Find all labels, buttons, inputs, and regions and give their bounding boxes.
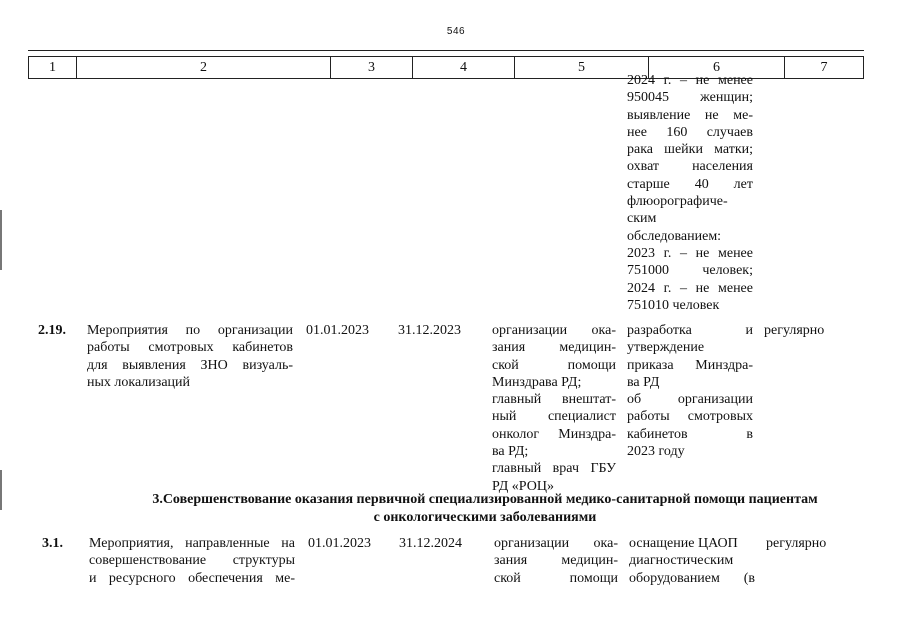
cont-line: 751010 человек [627, 297, 720, 313]
header-col-3: 3 [330, 57, 412, 78]
cont-line: 751000 человек; [627, 263, 753, 279]
result-line: оснащение ЦАОП [629, 536, 738, 551]
row-2-19-title [87, 322, 293, 391]
executor-line: ской помощи [492, 357, 616, 373]
executor-line: онколог Минздра- [492, 426, 616, 442]
executor-line: ва РД; [492, 444, 529, 460]
result-line: ва РД [627, 374, 660, 390]
result-line: утверждение [627, 340, 705, 356]
result-line: диагностическим [629, 553, 734, 569]
section-3-title [60, 491, 910, 526]
row-3-1-number: 3.1. [42, 536, 63, 551]
header-col-4: 4 [412, 57, 514, 78]
executor-line: главный внештат- [492, 392, 616, 408]
header-col-5: 5 [514, 57, 648, 78]
header-col-7: 7 [784, 57, 864, 78]
cont-line: флюорографиче- [627, 194, 728, 210]
cont-line: 2023 г. – не менее [627, 245, 753, 261]
cont-line: старше 40 лет [627, 176, 753, 192]
executor-line: ской помощи [494, 570, 618, 586]
row-2-19-periodicity: регулярно [764, 323, 825, 338]
title-line: работы смотровых кабинетов [87, 340, 293, 356]
cont-line: нее 160 случаев [627, 124, 753, 140]
executor-line: Минздрава РД; [492, 374, 582, 390]
executor-line: организации ока- [492, 323, 616, 338]
title-line: Мероприятия, направленные на [89, 536, 295, 551]
table-top-rule [28, 50, 864, 51]
cont-line: рака шейки матки; [627, 142, 753, 158]
result-line: приказа Минздра- [627, 357, 753, 373]
executor-line: организации ока- [494, 536, 618, 551]
row-2-19-start-date: 01.01.2023 [306, 323, 369, 338]
section-title-line-1: 3.Совершенствование оказания первичной специализированной медико-санитарной помощи пациентам [152, 492, 818, 507]
result-line: разработка и [627, 323, 753, 338]
row-3-1-periodicity: регулярно [766, 536, 827, 551]
title-line: совершенствование структуры [89, 553, 295, 569]
result-line: оборудованием (в [629, 570, 755, 586]
result-line: об организации [627, 392, 753, 408]
scan-edge-mark [0, 470, 2, 510]
cont-line: ским [627, 211, 657, 227]
row-3-1-start-date: 01.01.2023 [308, 536, 371, 551]
header-col-6: 6 [648, 57, 784, 78]
row-3-1-executors [494, 535, 618, 587]
continuation-col6 [627, 72, 753, 314]
row-3-1-result [629, 535, 755, 587]
cont-line: охват населения [627, 159, 753, 175]
row-2-19-end-date: 31.12.2023 [398, 323, 461, 338]
executor-line: ный специалист [492, 409, 616, 425]
title-line: для выявления ЗНО визуаль- [87, 357, 293, 373]
result-line: кабинетов в [627, 426, 753, 442]
executor-line: главный врач ГБУ [492, 461, 616, 477]
section-title-line-2: с онкологическими заболеваниями [373, 509, 597, 525]
title-line: Мероприятия по организации [87, 323, 293, 338]
cont-line: обследованием: [627, 228, 722, 244]
page-number: 546 [446, 26, 466, 37]
row-3-1-end-date: 31.12.2024 [399, 536, 462, 551]
cont-line: выявление не ме- [627, 107, 753, 123]
title-line: ных локализаций [87, 374, 191, 390]
row-2-19-number: 2.19. [38, 323, 66, 338]
scan-edge-mark [0, 210, 2, 270]
header-col-2: 2 [76, 57, 330, 78]
cont-line: 950045 женщин; [627, 90, 753, 106]
executor-line: зания медицин- [494, 553, 618, 569]
cont-line: 2024 г. – не менее [627, 73, 753, 88]
title-line: и ресурсного обеспечения ме- [89, 570, 295, 586]
row-2-19-executors [492, 322, 616, 495]
row-2-19-result [627, 322, 753, 460]
executor-line: РД «РОЦ» [492, 478, 554, 494]
result-line: работы смотровых [627, 409, 753, 425]
row-3-1-title [89, 535, 295, 587]
cont-line: 2024 г. – не менее [627, 280, 753, 296]
result-line: 2023 году [627, 444, 685, 460]
header-col-1: 1 [28, 57, 76, 78]
executor-line: зания медицин- [492, 340, 616, 356]
